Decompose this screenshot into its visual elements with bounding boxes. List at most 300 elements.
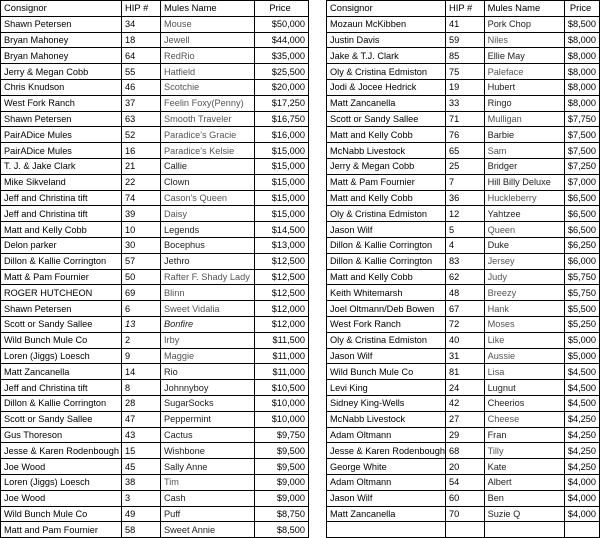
mule-name-cell bbox=[484, 522, 565, 538]
price-cell: $15,000 bbox=[255, 158, 309, 174]
mule-name-cell: Lisa bbox=[484, 364, 565, 380]
hip-number-cell: 22 bbox=[122, 174, 161, 190]
consignor-cell: Matt and Kelly Cobb bbox=[327, 190, 446, 206]
table-row bbox=[1, 269, 309, 285]
hip-number-cell: 48 bbox=[445, 285, 484, 301]
hip-number-cell: 5 bbox=[445, 222, 484, 238]
price-cell: $6,000 bbox=[565, 253, 600, 269]
hip-number-cell: 15 bbox=[122, 443, 161, 459]
table-row bbox=[1, 95, 309, 111]
mule-name-cell: Albert bbox=[484, 474, 565, 490]
table-row bbox=[1, 490, 309, 506]
mule-name-cell: Pork Chop bbox=[484, 16, 565, 32]
consignor-cell: Keith Whitemarsh bbox=[327, 285, 446, 301]
table-row bbox=[327, 316, 600, 332]
hip-number-cell: 8 bbox=[122, 380, 161, 396]
mule-name-cell: SugarSocks bbox=[161, 395, 255, 411]
consignor-cell: Jesse & Karen Rodenbough bbox=[327, 443, 446, 459]
hip-number-cell: 64 bbox=[122, 48, 161, 64]
mule-name-cell: Clown bbox=[161, 174, 255, 190]
mule-name-cell: Moses bbox=[484, 316, 565, 332]
hip-number-cell: 42 bbox=[445, 395, 484, 411]
mule-name-cell: Mulligan bbox=[484, 111, 565, 127]
price-cell: $4,500 bbox=[565, 364, 600, 380]
price-cell: $8,000 bbox=[565, 95, 600, 111]
hip-number-cell: 20 bbox=[445, 459, 484, 475]
consignor-cell: Jason Wilf bbox=[327, 348, 446, 364]
consignor-cell: Dillon & Kallie Corrington bbox=[1, 395, 122, 411]
table-row bbox=[1, 395, 309, 411]
table-row bbox=[1, 506, 309, 522]
table-row bbox=[327, 253, 600, 269]
mule-name-cell: Jersey bbox=[484, 253, 565, 269]
price-cell: $12,500 bbox=[255, 253, 309, 269]
consignor-cell: Chris Knudson bbox=[1, 79, 122, 95]
mule-name-cell: Breezy bbox=[484, 285, 565, 301]
consignor-cell: West Fork Ranch bbox=[327, 316, 446, 332]
table-row bbox=[1, 206, 309, 222]
table-row bbox=[327, 95, 600, 111]
price-cell: $10,000 bbox=[255, 411, 309, 427]
table-row bbox=[1, 79, 309, 95]
hip-number-cell: 54 bbox=[445, 474, 484, 490]
table-row bbox=[1, 111, 309, 127]
table-row bbox=[327, 332, 600, 348]
consignor-cell: Oly & Cristina Edmiston bbox=[327, 64, 446, 80]
hip-number-cell: 21 bbox=[122, 158, 161, 174]
hip-number-cell: 9 bbox=[122, 348, 161, 364]
price-cell: $13,000 bbox=[255, 237, 309, 253]
consignor-cell: Dillon & Kallie Corrington bbox=[1, 253, 122, 269]
mule-name-cell: RedRio bbox=[161, 48, 255, 64]
mule-name-cell: Bonfire bbox=[161, 316, 255, 332]
price-cell: $15,000 bbox=[255, 206, 309, 222]
consignor-cell: McNabb Livestock bbox=[327, 143, 446, 159]
table-header-row bbox=[1, 1, 309, 17]
table-row bbox=[327, 506, 600, 522]
price-cell: $9,500 bbox=[255, 443, 309, 459]
consignor-cell: Wild Bunch Mule Co bbox=[1, 506, 122, 522]
hip-number-cell: 70 bbox=[445, 506, 484, 522]
consignor-cell: PairADice Mules bbox=[1, 127, 122, 143]
hip-number-cell: 49 bbox=[122, 506, 161, 522]
price-cell: $15,000 bbox=[255, 143, 309, 159]
price-cell: $6,500 bbox=[565, 190, 600, 206]
price-cell: $9,500 bbox=[255, 459, 309, 475]
hip-number-cell: 63 bbox=[122, 111, 161, 127]
hip-number-cell: 10 bbox=[122, 222, 161, 238]
hip-number-cell: 43 bbox=[122, 427, 161, 443]
table-row bbox=[1, 427, 309, 443]
header-hip: HIP # bbox=[122, 1, 161, 17]
consignor-cell: Joe Wood bbox=[1, 490, 122, 506]
price-cell: $4,250 bbox=[565, 427, 600, 443]
table-row bbox=[327, 443, 600, 459]
price-cell: $15,000 bbox=[255, 174, 309, 190]
price-cell: $9,000 bbox=[255, 490, 309, 506]
price-cell: $9,000 bbox=[255, 474, 309, 490]
hip-number-cell: 19 bbox=[445, 79, 484, 95]
consignor-cell: George White bbox=[327, 459, 446, 475]
hip-number-cell: 47 bbox=[122, 411, 161, 427]
price-cell: $5,250 bbox=[565, 316, 600, 332]
mule-name-cell: Lugnut bbox=[484, 380, 565, 396]
hip-number-cell: 68 bbox=[445, 443, 484, 459]
header-hip: HIP # bbox=[445, 1, 484, 17]
mule-name-cell: Hatfield bbox=[161, 64, 255, 80]
consignor-cell: Jerry & Megan Cobb bbox=[1, 64, 122, 80]
table-row bbox=[327, 32, 600, 48]
hip-number-cell: 55 bbox=[122, 64, 161, 80]
mule-name-cell: Aussie bbox=[484, 348, 565, 364]
mule-name-cell: Paradice's Kelsie bbox=[161, 143, 255, 159]
table-row bbox=[327, 158, 600, 174]
hip-number-cell: 72 bbox=[445, 316, 484, 332]
price-cell: $35,000 bbox=[255, 48, 309, 64]
table-row bbox=[327, 269, 600, 285]
mule-name-cell: Mouse bbox=[161, 16, 255, 32]
hip-number-cell: 25 bbox=[445, 158, 484, 174]
mule-name-cell: Sally Anne bbox=[161, 459, 255, 475]
hip-number-cell: 28 bbox=[122, 395, 161, 411]
table-row bbox=[327, 206, 600, 222]
mule-name-cell: Jethro bbox=[161, 253, 255, 269]
table-row bbox=[327, 427, 600, 443]
table-row bbox=[1, 364, 309, 380]
mule-name-cell: Tilly bbox=[484, 443, 565, 459]
table-row bbox=[327, 174, 600, 190]
mule-name-cell: Scotchie bbox=[161, 79, 255, 95]
table-row bbox=[1, 285, 309, 301]
consignor-cell: Levi King bbox=[327, 380, 446, 396]
consignor-cell: Oly & Cristina Edmiston bbox=[327, 332, 446, 348]
hip-number-cell: 40 bbox=[445, 332, 484, 348]
mule-name-cell: Hubert bbox=[484, 79, 565, 95]
consignor-cell: Joe Wood bbox=[1, 459, 122, 475]
consignor-cell: Loren (Jiggs) Loesch bbox=[1, 348, 122, 364]
mule-name-cell: Bocephus bbox=[161, 237, 255, 253]
price-cell: $4,000 bbox=[565, 490, 600, 506]
mule-name-cell: Smooth Traveler bbox=[161, 111, 255, 127]
hip-number-cell: 39 bbox=[122, 206, 161, 222]
table-row bbox=[1, 16, 309, 32]
mule-name-cell: Callie bbox=[161, 158, 255, 174]
price-cell: $7,750 bbox=[565, 111, 600, 127]
price-cell: $4,500 bbox=[565, 395, 600, 411]
price-cell: $7,500 bbox=[565, 143, 600, 159]
price-cell: $6,500 bbox=[565, 222, 600, 238]
consignor-cell: Scott or Sandy Sallee bbox=[1, 411, 122, 427]
price-cell: $4,500 bbox=[565, 380, 600, 396]
mule-name-cell: Sweet Vidalia bbox=[161, 301, 255, 317]
table-row bbox=[1, 380, 309, 396]
table-row bbox=[327, 127, 600, 143]
table-row bbox=[1, 48, 309, 64]
consignor-cell: Jeff and Christina tift bbox=[1, 380, 122, 396]
mule-name-cell: Feelin Foxy(Penny) bbox=[161, 95, 255, 111]
hip-number-cell: 83 bbox=[445, 253, 484, 269]
hip-number-cell: 6 bbox=[122, 301, 161, 317]
hip-number-cell: 33 bbox=[445, 95, 484, 111]
price-cell: $10,500 bbox=[255, 380, 309, 396]
price-cell: $17,250 bbox=[255, 95, 309, 111]
mule-name-cell: Cactus bbox=[161, 427, 255, 443]
price-cell: $16,750 bbox=[255, 111, 309, 127]
price-cell: $5,500 bbox=[565, 301, 600, 317]
price-cell: $8,750 bbox=[255, 506, 309, 522]
consignor-cell: Adam Oltmann bbox=[327, 474, 446, 490]
consignor-cell: Jeff and Christina tift bbox=[1, 190, 122, 206]
mule-name-cell: Ellie May bbox=[484, 48, 565, 64]
consignor-cell: Wild Bunch Mule Co bbox=[1, 332, 122, 348]
mule-name-cell: Blinn bbox=[161, 285, 255, 301]
hip-number-cell: 69 bbox=[122, 285, 161, 301]
consignor-cell: Justin Davis bbox=[327, 32, 446, 48]
mule-name-cell: Yahtzee bbox=[484, 206, 565, 222]
mule-name-cell: Rio bbox=[161, 364, 255, 380]
consignor-cell: McNabb Livestock bbox=[327, 411, 446, 427]
hip-number-cell: 3 bbox=[122, 490, 161, 506]
price-cell: $8,500 bbox=[255, 522, 309, 538]
consignor-cell bbox=[327, 522, 446, 538]
hip-number-cell: 12 bbox=[445, 206, 484, 222]
hip-number-cell: 76 bbox=[445, 127, 484, 143]
hip-number-cell: 27 bbox=[445, 411, 484, 427]
mule-name-cell: Sweet Annie bbox=[161, 522, 255, 538]
hip-number-cell: 7 bbox=[445, 174, 484, 190]
price-cell: $4,250 bbox=[565, 411, 600, 427]
consignor-cell: Shawn Petersen bbox=[1, 301, 122, 317]
table-row bbox=[1, 332, 309, 348]
mule-name-cell: Paleface bbox=[484, 64, 565, 80]
price-cell: $12,500 bbox=[255, 285, 309, 301]
table-row bbox=[327, 16, 600, 32]
price-cell: $6,250 bbox=[565, 237, 600, 253]
mule-name-cell: Irby bbox=[161, 332, 255, 348]
hip-number-cell: 41 bbox=[445, 16, 484, 32]
price-cell: $4,000 bbox=[565, 474, 600, 490]
mule-name-cell: Sam bbox=[484, 143, 565, 159]
table-row bbox=[1, 143, 309, 159]
hip-number-cell: 36 bbox=[445, 190, 484, 206]
consignor-cell: Mozaun McKibben bbox=[327, 16, 446, 32]
consignor-cell: Scott or Sandy Sallee bbox=[327, 111, 446, 127]
price-cell: $8,000 bbox=[565, 79, 600, 95]
table-row bbox=[327, 79, 600, 95]
consignor-cell: Matt and Pam Fournier bbox=[1, 522, 122, 538]
table-row bbox=[327, 285, 600, 301]
hip-number-cell: 65 bbox=[445, 143, 484, 159]
mule-name-cell: Cason's Queen bbox=[161, 190, 255, 206]
table-row bbox=[327, 237, 600, 253]
table-row bbox=[327, 364, 600, 380]
consignor-cell: Matt & Pam Fournier bbox=[1, 269, 122, 285]
hip-number-cell: 81 bbox=[445, 364, 484, 380]
price-cell: $11,000 bbox=[255, 348, 309, 364]
table-row bbox=[1, 190, 309, 206]
table-row bbox=[327, 348, 600, 364]
hip-number-cell: 67 bbox=[445, 301, 484, 317]
table-header-row bbox=[327, 1, 600, 17]
price-cell: $8,000 bbox=[565, 48, 600, 64]
consignor-cell: Delon parker bbox=[1, 237, 122, 253]
mule-name-cell: Cash bbox=[161, 490, 255, 506]
consignor-cell: Matt & Pam Fournier bbox=[327, 174, 446, 190]
table-row bbox=[327, 395, 600, 411]
consignor-cell: Jason Wilf bbox=[327, 222, 446, 238]
hip-number-cell: 85 bbox=[445, 48, 484, 64]
table-row bbox=[327, 474, 600, 490]
table-row bbox=[327, 190, 600, 206]
hip-number-cell: 52 bbox=[122, 127, 161, 143]
consignor-cell: Dillon & Kallie Corrington bbox=[327, 237, 446, 253]
consignor-cell: ROGER HUTCHEON bbox=[1, 285, 122, 301]
consignor-cell: Jesse & Karen Rodenbough bbox=[1, 443, 122, 459]
price-cell: $12,500 bbox=[255, 269, 309, 285]
consignor-cell: PairADice Mules bbox=[1, 143, 122, 159]
consignor-cell: Wild Bunch Mule Co bbox=[327, 364, 446, 380]
price-cell: $5,750 bbox=[565, 285, 600, 301]
hip-number-cell: 4 bbox=[445, 237, 484, 253]
price-cell: $9,750 bbox=[255, 427, 309, 443]
hip-number-cell: 60 bbox=[445, 490, 484, 506]
sale-results-table-right bbox=[326, 0, 600, 538]
mule-name-cell: Cheerios bbox=[484, 395, 565, 411]
price-cell: $14,500 bbox=[255, 222, 309, 238]
hip-number-cell: 29 bbox=[445, 427, 484, 443]
header-consignor: Consignor bbox=[327, 1, 446, 17]
mule-name-cell: Duke bbox=[484, 237, 565, 253]
mule-name-cell: Daisy bbox=[161, 206, 255, 222]
consignor-cell: Scott or Sandy Sallee bbox=[1, 316, 122, 332]
table-row bbox=[327, 64, 600, 80]
mule-name-cell: Rafter F. Shady Lady bbox=[161, 269, 255, 285]
table-row bbox=[1, 474, 309, 490]
mule-name-cell: Legends bbox=[161, 222, 255, 238]
consignor-cell: Matt and Kelly Cobb bbox=[327, 269, 446, 285]
table-row bbox=[327, 143, 600, 159]
table-row bbox=[1, 348, 309, 364]
consignor-cell: Matt and Kelly Cobb bbox=[327, 127, 446, 143]
header-mule-name: Mules Name bbox=[161, 1, 255, 17]
table-row bbox=[1, 459, 309, 475]
table-row bbox=[327, 380, 600, 396]
price-cell: $4,000 bbox=[565, 506, 600, 522]
price-cell: $15,000 bbox=[255, 190, 309, 206]
mule-name-cell: Hill Billy Deluxe bbox=[484, 174, 565, 190]
price-cell: $8,000 bbox=[565, 32, 600, 48]
consignor-cell: Jason Wilf bbox=[327, 490, 446, 506]
price-cell bbox=[565, 522, 600, 538]
hip-number-cell: 50 bbox=[122, 269, 161, 285]
consignor-cell: Matt and Kelly Cobb bbox=[1, 222, 122, 238]
consignor-cell: Sidney King-Wells bbox=[327, 395, 446, 411]
mule-name-cell: Queen bbox=[484, 222, 565, 238]
header-price: Price bbox=[565, 1, 600, 17]
table-row bbox=[1, 174, 309, 190]
mule-name-cell: Ringo bbox=[484, 95, 565, 111]
hip-number-cell: 74 bbox=[122, 190, 161, 206]
table-row bbox=[327, 301, 600, 317]
consignor-cell: Adam Oltmann bbox=[327, 427, 446, 443]
table-row bbox=[327, 522, 600, 538]
table-row bbox=[327, 48, 600, 64]
table-row bbox=[327, 490, 600, 506]
hip-number-cell: 75 bbox=[445, 64, 484, 80]
mule-name-cell: Suzie Q bbox=[484, 506, 565, 522]
table-row bbox=[1, 411, 309, 427]
mule-name-cell: Niles bbox=[484, 32, 565, 48]
consignor-cell: Loren (Jiggs) Loesch bbox=[1, 474, 122, 490]
price-cell: $5,750 bbox=[565, 269, 600, 285]
mule-name-cell: Bridger bbox=[484, 158, 565, 174]
consignor-cell: Dillon & Kallie Corrington bbox=[327, 253, 446, 269]
table-row bbox=[327, 111, 600, 127]
table-row bbox=[1, 64, 309, 80]
table-row bbox=[1, 443, 309, 459]
price-cell: $5,000 bbox=[565, 332, 600, 348]
price-cell: $4,250 bbox=[565, 459, 600, 475]
price-cell: $10,000 bbox=[255, 395, 309, 411]
price-cell: $12,000 bbox=[255, 301, 309, 317]
mule-name-cell: Peppermint bbox=[161, 411, 255, 427]
header-price: Price bbox=[255, 1, 309, 17]
hip-number-cell: 31 bbox=[445, 348, 484, 364]
mule-name-cell: Johnnyboy bbox=[161, 380, 255, 396]
mule-name-cell: Barbie bbox=[484, 127, 565, 143]
hip-number-cell bbox=[445, 522, 484, 538]
price-cell: $25,500 bbox=[255, 64, 309, 80]
price-cell: $11,500 bbox=[255, 332, 309, 348]
price-cell: $12,000 bbox=[255, 316, 309, 332]
mule-name-cell: Puff bbox=[161, 506, 255, 522]
table-row bbox=[327, 459, 600, 475]
consignor-cell: Shawn Petersen bbox=[1, 111, 122, 127]
consignor-cell: Jodi & Jocee Hedrick bbox=[327, 79, 446, 95]
consignor-cell: Jerry & Megan Cobb bbox=[327, 158, 446, 174]
consignor-cell: Jake & T.J. Clark bbox=[327, 48, 446, 64]
hip-number-cell: 30 bbox=[122, 237, 161, 253]
table-row bbox=[1, 32, 309, 48]
table-row bbox=[1, 222, 309, 238]
header-mule-name: Mules Name bbox=[484, 1, 565, 17]
price-cell: $7,500 bbox=[565, 127, 600, 143]
table-row bbox=[327, 411, 600, 427]
consignor-cell: Joel Oltmann/Deb Bowen bbox=[327, 301, 446, 317]
price-cell: $8,000 bbox=[565, 64, 600, 80]
hip-number-cell: 62 bbox=[445, 269, 484, 285]
consignor-cell: Jeff and Christina tift bbox=[1, 206, 122, 222]
hip-number-cell: 59 bbox=[445, 32, 484, 48]
table-row bbox=[1, 316, 309, 332]
consignor-cell: Matt Zancanella bbox=[327, 506, 446, 522]
table-row bbox=[1, 158, 309, 174]
consignor-cell: Gus Thoreson bbox=[1, 427, 122, 443]
mule-name-cell: Huckleberry bbox=[484, 190, 565, 206]
hip-number-cell: 58 bbox=[122, 522, 161, 538]
hip-number-cell: 38 bbox=[122, 474, 161, 490]
price-cell: $7,000 bbox=[565, 174, 600, 190]
consignor-cell: T. J. & Jake Clark bbox=[1, 158, 122, 174]
hip-number-cell: 24 bbox=[445, 380, 484, 396]
hip-number-cell: 71 bbox=[445, 111, 484, 127]
mule-name-cell: Kate bbox=[484, 459, 565, 475]
table-row bbox=[327, 222, 600, 238]
mule-name-cell: Jewell bbox=[161, 32, 255, 48]
price-cell: $50,000 bbox=[255, 16, 309, 32]
hip-number-cell: 16 bbox=[122, 143, 161, 159]
consignor-cell: Shawn Petersen bbox=[1, 16, 122, 32]
